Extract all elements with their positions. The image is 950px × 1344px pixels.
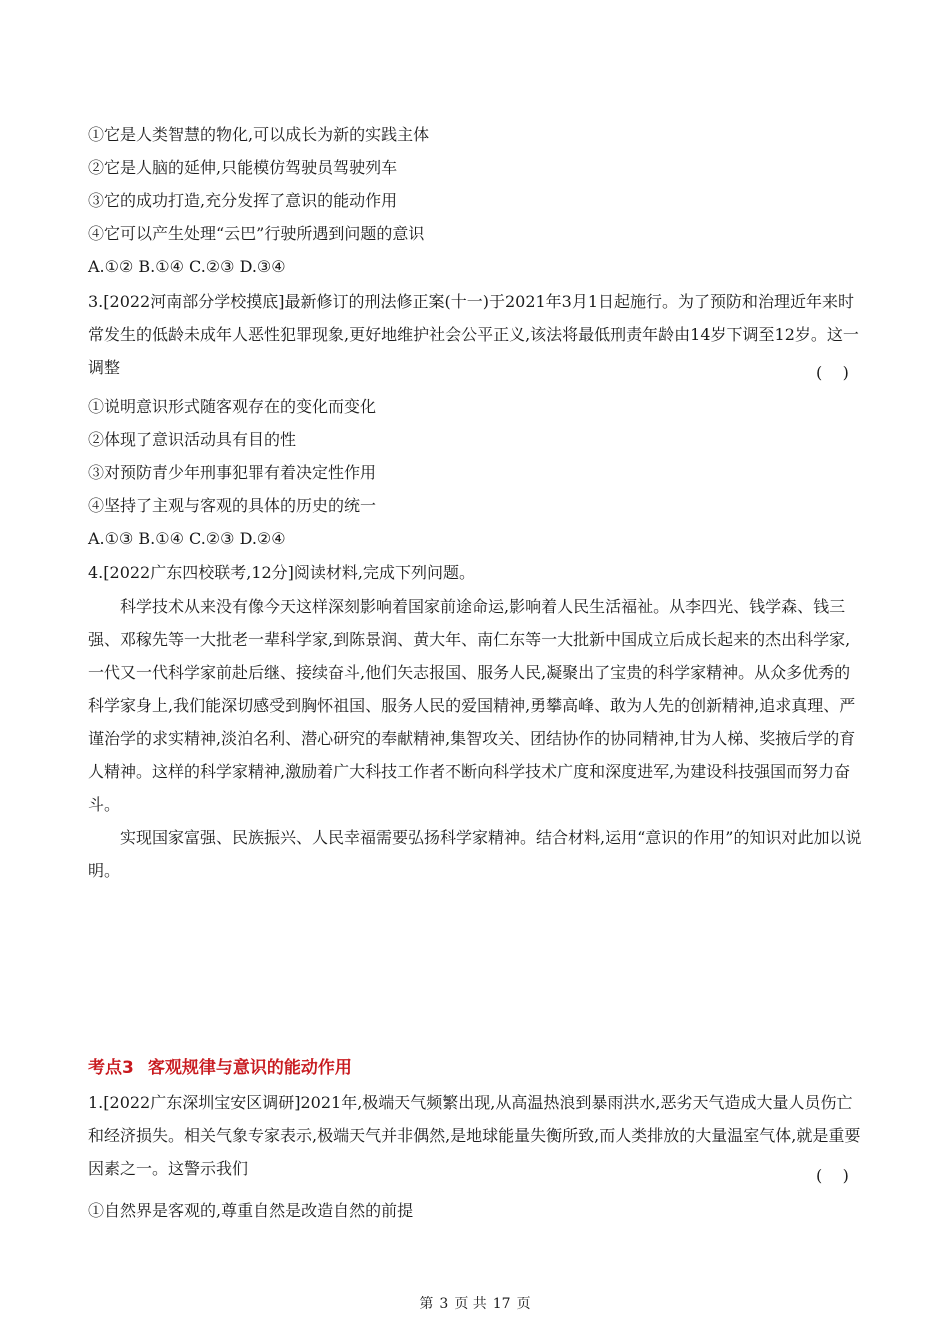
question-3-option-1: ①说明意识形式随客观存在的变化而变化 bbox=[88, 397, 377, 416]
option-2: ②它是人脑的延伸,只能模仿驾驶员驾驶列车 bbox=[88, 158, 398, 177]
question-4-prompt: 实现国家富强、民族振兴、人民幸福需要弘扬科学家精神。结合材料,运用“意识的作用”的知识对此加以说明。 bbox=[88, 828, 862, 880]
question-3-choices: A.①③ B.①④ C.②③ D.②④ bbox=[88, 529, 286, 548]
section-answer-bracket: ( ) bbox=[816, 1166, 849, 1185]
page-number: 3 bbox=[439, 1296, 449, 1312]
section-question-1-option-1: ①自然界是客观的,尊重自然是改造自然的前提 bbox=[88, 1201, 414, 1220]
question-3-option-3: ③对预防青少年刑事犯罪有着决定性作用 bbox=[88, 463, 377, 482]
section-number: 考点3 bbox=[88, 1058, 134, 1078]
option-4: ④它可以产生处理“云巴”行驶所遇到问题的意识 bbox=[88, 224, 425, 243]
question-3-stem: 3.[2022河南部分学校摸底]最新修订的刑法修正案(十一)于2021年3月1日起施行。为了预防和治理近年来时常发生的低龄未成年人恶性犯罪现象,更好地维护社会公平正义,该法将最低刑责年龄由14岁下调至12岁。这一调整 bbox=[88, 292, 859, 377]
answer-bracket: ( ) bbox=[816, 363, 849, 382]
section-heading bbox=[88, 1053, 352, 1078]
option-3: ③它的成功打造,充分发挥了意识的能动作用 bbox=[88, 191, 398, 210]
material-paragraph: 科学技术从来没有像今天这样深刻影响着国家前途命运,影响着人民生活福祉。从李四光、钱学森、钱三强、邓稼先等一大批老一辈科学家,到陈景润、黄大年、南仁东等一大批新中国成立后成长起来的杰出科学家,一代又一代科学家前赴后继、接续奋斗,他们矢志报国、服务人民,凝聚出了宝贵的科学家精神。从众多优秀的科学家身上,我们能深切感受到胸怀祖国、服务人民的爱国精神,勇攀高峰、敢为人先的创新精神,追求真理、严谨治学的求实精神,淡泊名利、潜心研究的奉献精神,集智攻关、团结协作的协同精神,甘为人梯、奖掖后学的育人精神。这样的科学家精神,激励着广大科技工作者不断向科学技术广度和深度进军,为建设科技强国而努力奋斗。 bbox=[88, 597, 856, 814]
option-1: ①它是人类智慧的物化,可以成长为新的实践主体 bbox=[88, 125, 430, 144]
page-footer: 第 3 页 共 17 页 bbox=[419, 1296, 531, 1312]
question-3-option-4: ④坚持了主观与客观的具体的历史的统一 bbox=[88, 496, 377, 515]
section-question-1-stem: 1.[2022广东深圳宝安区调研]2021年,极端天气频繁出现,从高温热浪到暴雨洪水,恶劣天气造成大量人员伤亡和经济损失。相关气象专家表示,极端天气并非偶然,是地球能量失衡所致,而人类排放的大量温室气体,就是重要因素之一。这警示我们 bbox=[88, 1093, 861, 1178]
section-title: 客观规律与意识的能动作用 bbox=[147, 1058, 352, 1078]
page-total: 17 bbox=[492, 1296, 511, 1312]
question-3-option-2: ②体现了意识活动具有目的性 bbox=[88, 430, 297, 449]
answer-choices: A.①② B.①④ C.②③ D.③④ bbox=[88, 257, 286, 276]
question-4-title: 4.[2022广东四校联考,12分]阅读材料,完成下列问题。 bbox=[88, 563, 476, 582]
